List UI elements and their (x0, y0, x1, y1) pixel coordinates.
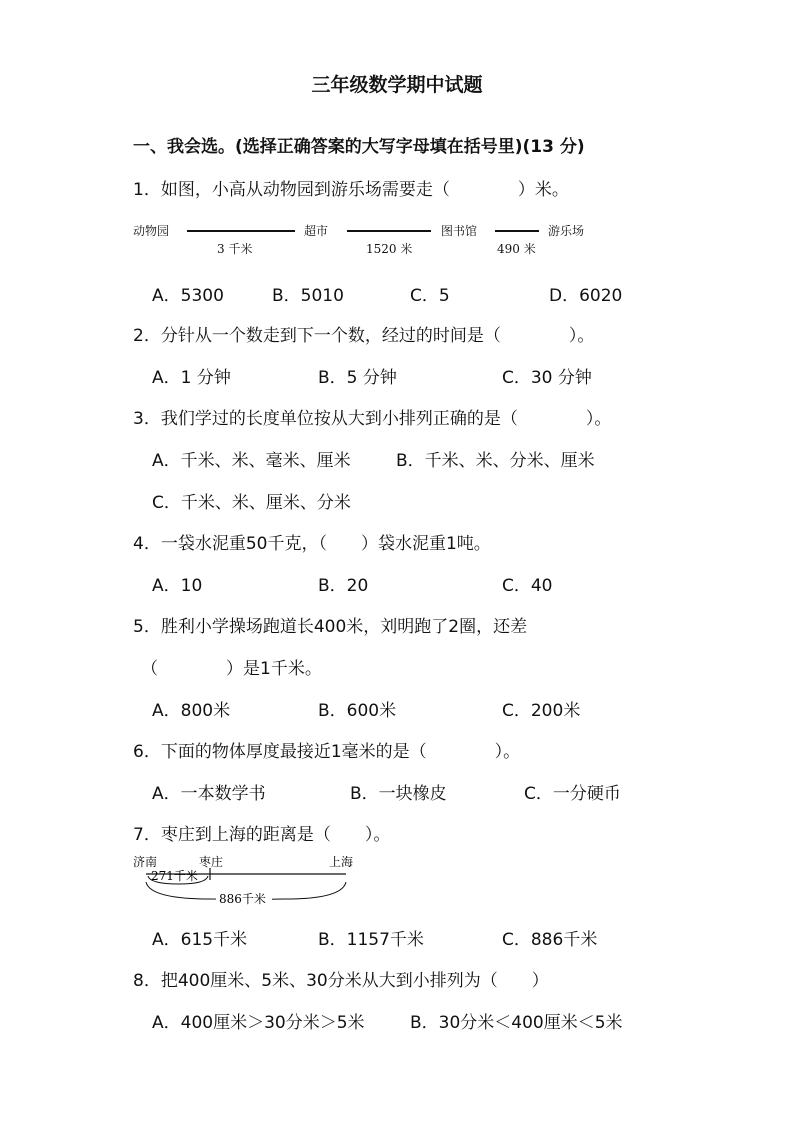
option-b: B．5 分钟 (318, 368, 397, 388)
question-4: 4．一袋水泥重50千克，（ ）袋水泥重1吨。 (133, 534, 491, 554)
option-b: B．5010 (272, 286, 344, 306)
question-5: 5．胜利小学操场跑道长400米，刘明跑了2圈，还差 (133, 617, 528, 637)
question-5-continued: （ ）是1千米。 (141, 659, 322, 679)
option-c: C．千米、米、厘米、分米 (152, 493, 351, 513)
distance-label: 490 米 (497, 242, 536, 256)
option-a: A．一本数学书 (152, 784, 266, 804)
option-b: B．20 (318, 576, 369, 596)
option-c: C．一分硬币 (524, 784, 621, 804)
option-b: B．千米、米、分米、厘米 (396, 451, 595, 471)
place-label: 超市 (304, 224, 329, 238)
option-b: B．1157千米 (318, 930, 424, 950)
place-label: 图书馆 (441, 224, 478, 238)
place-label: 上海 (329, 855, 354, 869)
option-c: C．5 (410, 286, 450, 306)
option-a: A．800米 (152, 701, 231, 721)
distance-label: 271千米 (151, 869, 198, 883)
segment-line (187, 230, 295, 232)
question-2: 2．分针从一个数走到下一个数，经过的时间是（ ）。 (133, 326, 595, 346)
place-label: 动物园 (133, 224, 170, 238)
option-a: A．400厘米＞30分米＞5米 (152, 1013, 365, 1033)
option-c: C．30 分钟 (502, 368, 592, 388)
page-title: 三年级数学期中试题 (311, 74, 483, 96)
option-a: A．10 (152, 576, 203, 596)
option-c: C．40 (502, 576, 553, 596)
option-b: B．600米 (318, 701, 397, 721)
section-heading: 一、我会选。(选择正确答案的大写字母填在括号里)(13 分) (133, 137, 585, 157)
segment-line (495, 230, 539, 232)
option-b: B．30分米＜400厘米＜5米 (410, 1013, 623, 1033)
distance-diagram (130, 852, 370, 912)
option-a: A．1 分钟 (152, 368, 231, 388)
distance-label: 886千米 (219, 892, 266, 906)
question-6: 6．下面的物体厚度最接近1毫米的是（ ）。 (133, 742, 521, 762)
option-c: C．886千米 (502, 930, 598, 950)
segment-line (347, 230, 431, 232)
option-d: D．6020 (549, 286, 623, 306)
distance-label: 3 千米 (217, 242, 253, 256)
place-label: 游乐场 (548, 224, 585, 238)
question-1: 1．如图，小高从动物园到游乐场需要走（ ）米。 (133, 180, 569, 200)
option-b: B．一块橡皮 (350, 784, 447, 804)
option-c: C．200米 (502, 701, 581, 721)
question-8: 8．把400厘米、5米、30分米从大到小排列为（ ） (133, 971, 549, 991)
place-label: 济南 (133, 855, 158, 869)
option-a: A．615千米 (152, 930, 248, 950)
option-a: A．5300 (152, 286, 224, 306)
question-3: 3．我们学过的长度单位按从大到小排列正确的是（ ）。 (133, 409, 612, 429)
question-7: 7．枣庄到上海的距离是（ ）。 (133, 825, 391, 845)
place-label: 枣庄 (199, 855, 224, 869)
option-a: A．千米、米、毫米、厘米 (152, 451, 351, 471)
distance-label: 1520 米 (366, 242, 413, 256)
